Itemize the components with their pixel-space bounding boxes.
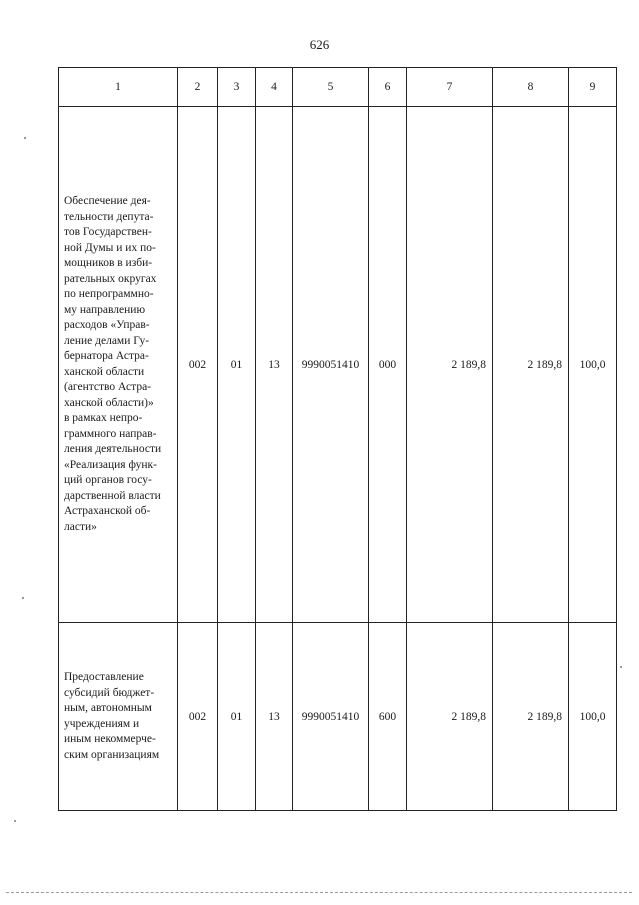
description-line: по непрограммно- [64,288,154,300]
header-cell: 9 [569,68,617,107]
cell-subsection-code: 13 [256,623,293,811]
description-line: Предоставление [64,671,144,683]
table-header-row [59,68,617,107]
description-line: ханской области [64,365,145,378]
description-line: бернатора Астра- [64,350,149,362]
description-line: тельности депута- [64,210,154,223]
header-cell: 8 [493,68,569,107]
scan-speck [14,820,16,822]
cell-target-article: 9990051410 [293,623,369,811]
description-line: «Реализация функ- [64,458,157,471]
description-line: ханской области)» [64,396,154,409]
description-line: ным, автономным [64,702,152,714]
description-line: Астраханской об- [64,505,151,517]
description-line: мощников в изби- [64,257,153,269]
cell-amount-planned: 2 189,8 [407,107,493,623]
row-description [59,623,178,811]
cell-amount-executed: 2 189,8 [493,623,569,811]
description-line: учреждениям и [64,717,140,730]
row-description [59,107,178,623]
cell-amount-planned: 2 189,8 [407,623,493,811]
cell-section-code: 01 [218,623,256,811]
table-row [59,107,617,623]
description-line: ским организациям [64,748,160,761]
description-line: субсидий бюджет- [64,686,155,699]
description-line: рательных округах [64,272,157,285]
cell-section-code: 01 [218,107,256,623]
scan-speck [620,666,622,668]
header-cell: 7 [407,68,493,107]
description-line: дарственной власти [64,489,161,502]
cell-percent: 100,0 [569,107,617,623]
header-cell: 6 [369,68,407,107]
description-line: ласти» [64,520,97,533]
cell-ministry-code: 002 [178,107,218,623]
description-line: иным некоммерче- [64,733,156,745]
cell-percent: 100,0 [569,623,617,811]
scan-speck [22,597,24,599]
budget-table [58,67,617,811]
description-line: ций органов госу- [64,474,152,486]
cell-amount-executed: 2 189,8 [493,107,569,623]
cell-ministry-code: 002 [178,623,218,811]
description-line: му направлению [64,303,146,316]
header-cell: 5 [293,68,369,107]
header-cell: 4 [256,68,293,107]
description-line: ления деятельности [64,443,162,455]
description-line: граммного направ- [64,427,157,440]
header-cell: 1 [59,68,178,107]
description-line: (агентство Астра- [64,381,152,393]
cell-target-article: 9990051410 [293,107,369,623]
description-line: расходов «Управ- [64,319,150,331]
table-row [59,623,617,811]
cell-subsection-code: 13 [256,107,293,623]
scan-speck [24,137,26,139]
cell-expense-type: 000 [369,107,407,623]
description-line: ной Думы и их по- [64,241,156,254]
cell-expense-type: 600 [369,623,407,811]
page-number: 626 [309,37,330,52]
description-line: ление делами Гу- [64,334,150,347]
header-cell: 3 [218,68,256,107]
scan-edge-line [6,892,632,893]
description-line: тов Государствен- [64,226,152,238]
description-line: Обеспечение дея- [64,195,151,207]
header-cell: 2 [178,68,218,107]
description-line: в рамках непро- [64,412,143,424]
